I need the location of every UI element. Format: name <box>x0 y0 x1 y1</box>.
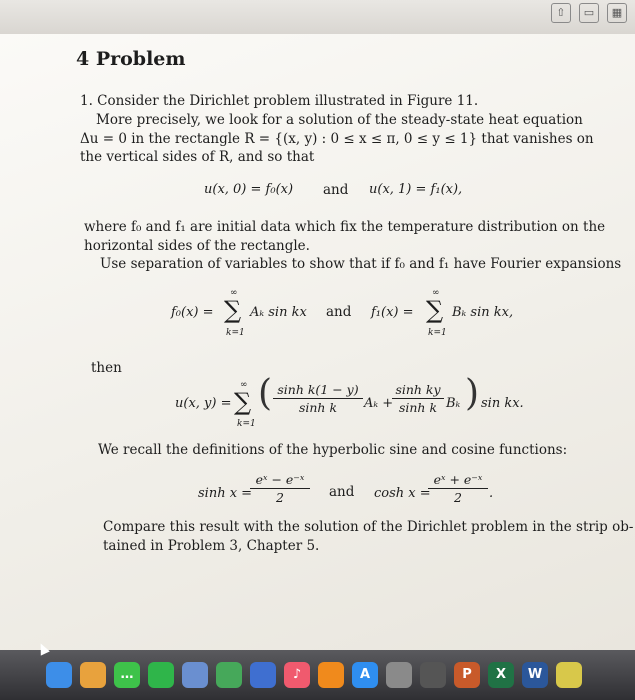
compare-line-1: Compare this result with the solution of the Dirichlet problem in the strip ob- <box>103 519 634 535</box>
problem-line-3: Δu = 0 in the rectangle R = {(x, y) : 0 ≤ x ≤ π, 0 ≤ y ≤ 1} that vanishes on <box>80 131 594 147</box>
share-icon[interactable]: ⇧ <box>551 3 571 23</box>
u-lhs: u(x, y) = <box>175 396 232 411</box>
cosh-den: 2 <box>454 490 462 505</box>
sinh-den: 2 <box>276 490 284 505</box>
bc-and: and <box>323 182 349 198</box>
excel-icon[interactable]: X <box>488 662 514 688</box>
compare-line-2: tained in Problem 3, Chapter 5. <box>103 538 320 554</box>
cosh-fraction <box>428 472 488 505</box>
keynote-icon[interactable] <box>250 662 276 688</box>
problem-line-2: More precisely, we look for a solution of the steady-state heat equation <box>96 112 583 128</box>
f1-term: Bₖ sin kx, <box>452 305 514 320</box>
cosh-dot: . <box>489 486 494 501</box>
cosh-num: eˣ + e⁻ˣ <box>433 472 483 487</box>
fraction-bar <box>250 488 310 489</box>
finder-icon[interactable] <box>46 662 72 688</box>
u-fraction-2-num: sinh ky <box>395 382 441 397</box>
u-fraction-2-den: sinh k <box>398 400 438 415</box>
problem-line-5: where f₀ and f₁ are initial data which fix the temperature distribution on the <box>84 219 606 235</box>
hyp-and: and <box>329 484 355 500</box>
problem-line-7: Use separation of variables to show that if f₀ and f₁ have Fourier expansions <box>100 256 622 272</box>
books-icon[interactable] <box>318 662 344 688</box>
numbers-icon[interactable] <box>216 662 242 688</box>
f0-lhs: f₀(x) = <box>171 305 214 320</box>
sinh-fraction <box>250 472 310 505</box>
music-icon[interactable]: ♪ <box>284 662 310 688</box>
dock <box>0 650 635 700</box>
messages-icon[interactable]: … <box>114 662 140 688</box>
u-a-term: Aₖ + <box>364 396 394 411</box>
f1-sum-top: ∞ <box>432 288 440 298</box>
u-fraction-1-den: sinh k <box>298 400 338 415</box>
facetime-icon[interactable] <box>148 662 174 688</box>
stickies-icon[interactable] <box>556 662 582 688</box>
u-tail: sin kx. <box>481 396 524 411</box>
f-and: and <box>326 304 352 320</box>
bc-top: u(x, 1) = f₁(x), <box>369 182 463 197</box>
recall-line: We recall the definitions of the hyperbolic sine and cosine functions: <box>98 442 568 458</box>
f1-sum-sign: ∑ <box>426 296 444 324</box>
sidebar-icon[interactable]: ▭ <box>579 3 599 23</box>
sinh-num: eˣ − e⁻ˣ <box>255 472 305 487</box>
grid-icon[interactable]: ▦ <box>607 3 627 23</box>
problem-line-1: 1. Consider the Dirichlet problem illustrated in Figure 11. <box>80 93 479 109</box>
u-sum-bottom: k=1 <box>237 419 256 429</box>
u-fraction-1 <box>273 382 363 415</box>
f0-sum-top: ∞ <box>230 288 238 298</box>
u-fraction-1-num: sinh k(1 − y) <box>277 382 359 397</box>
u-fraction-2 <box>392 382 444 415</box>
f0-sum-sign: ∑ <box>224 296 242 324</box>
left-paren: ( <box>258 373 273 414</box>
then-label: then <box>91 360 122 376</box>
document-page <box>0 34 635 650</box>
window-toolbar <box>0 0 635 34</box>
bc-bottom: u(x, 0) = f₀(x) <box>204 182 294 197</box>
fraction-bar <box>428 488 488 489</box>
u-b-term: Bₖ <box>446 396 461 411</box>
preview-icon[interactable] <box>182 662 208 688</box>
toolbar-icons <box>551 3 627 23</box>
section-heading: 4 Problem <box>76 48 186 70</box>
calculator-icon[interactable] <box>420 662 446 688</box>
u-sum-top: ∞ <box>240 380 248 390</box>
fraction-bar <box>392 398 444 399</box>
cosh-lhs: cosh x = <box>374 486 431 501</box>
f0-term: Aₖ sin kx <box>250 305 307 320</box>
f0-sum-bottom: k=1 <box>226 328 245 338</box>
appstore-icon[interactable]: A <box>352 662 378 688</box>
f1-sum-bottom: k=1 <box>428 328 447 338</box>
settings-icon[interactable] <box>386 662 412 688</box>
right-paren: ) <box>465 373 480 414</box>
fraction-bar <box>273 398 363 399</box>
f1-lhs: f₁(x) = <box>371 305 414 320</box>
problem-line-6: horizontal sides of the rectangle. <box>84 238 310 254</box>
sinh-lhs: sinh x = <box>198 486 253 501</box>
powerpoint-icon[interactable]: P <box>454 662 480 688</box>
word-icon[interactable]: W <box>522 662 548 688</box>
photos-icon[interactable] <box>80 662 106 688</box>
problem-line-4: the vertical sides of R, and so that <box>80 149 315 165</box>
u-sum-sign: ∑ <box>234 388 252 416</box>
